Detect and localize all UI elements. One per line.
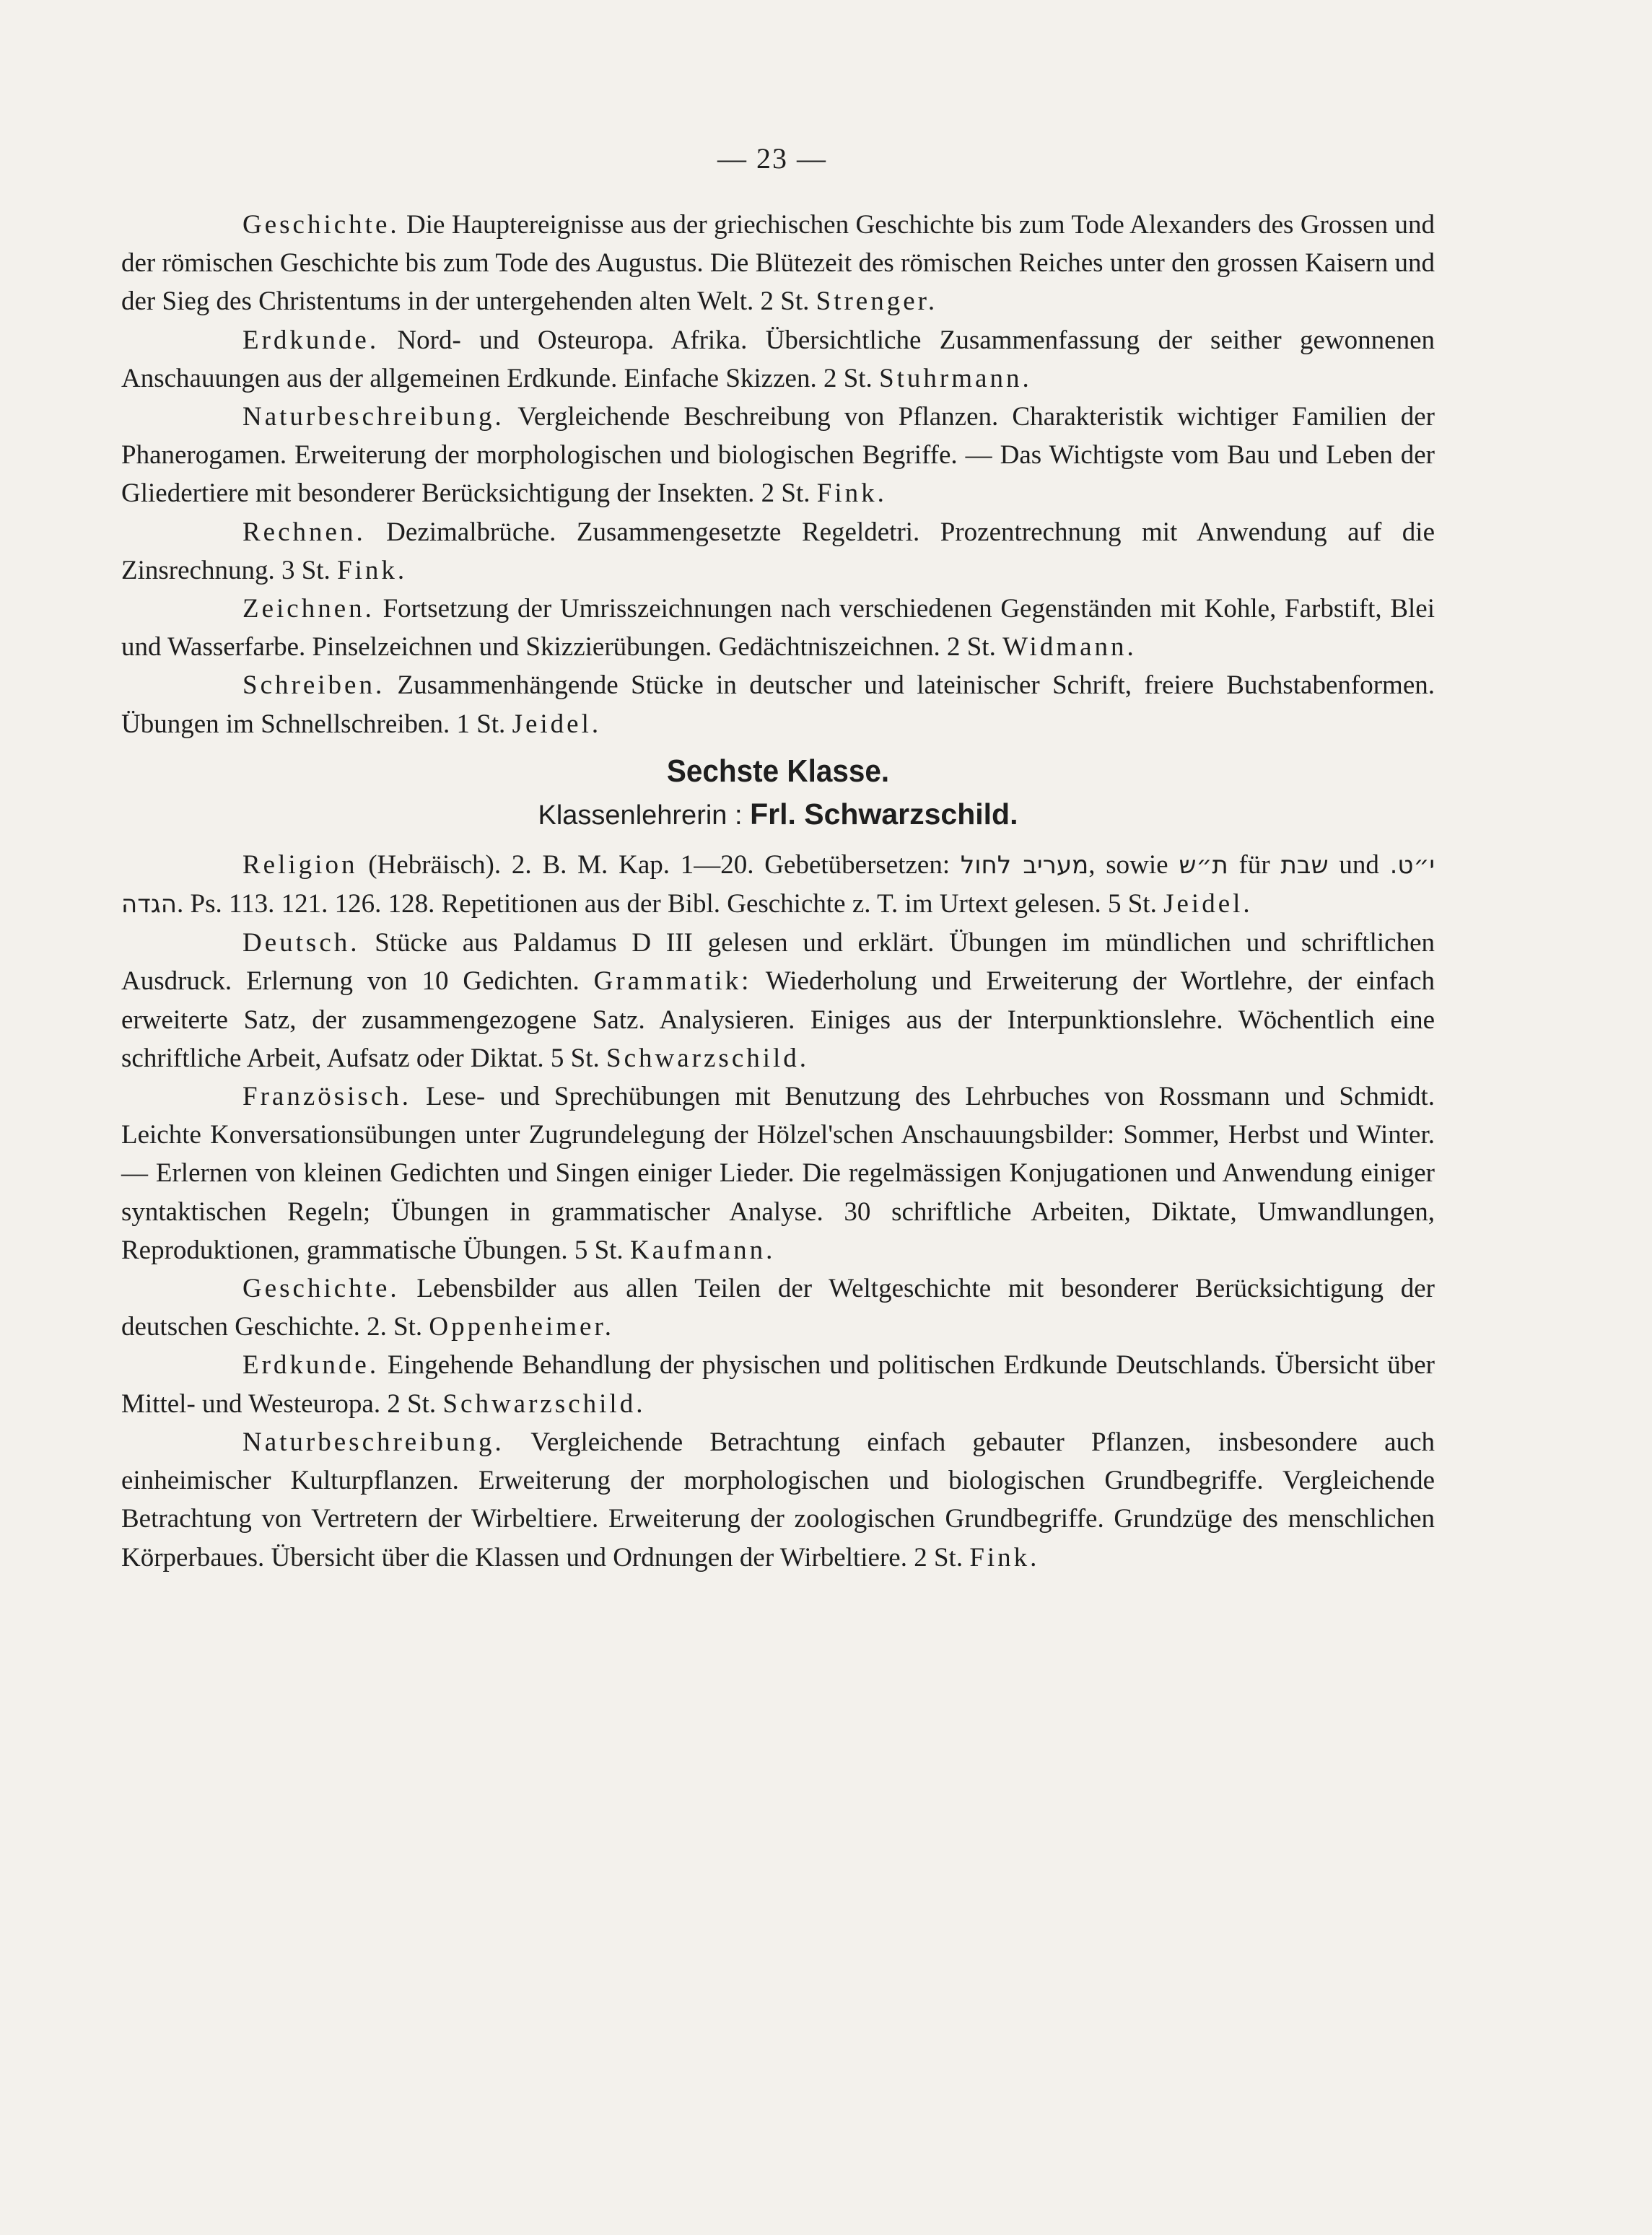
class-teacher-label: Klassenlehrerin : <box>538 800 743 831</box>
subject-name: Französisch. <box>242 1082 411 1112</box>
teacher-name: Oppenheimer. <box>429 1312 614 1342</box>
subject-name: Naturbeschreibung. <box>242 1427 504 1457</box>
subject-subheading: Grammatik: <box>593 966 752 997</box>
paragraph-text: Vergleichende Beschreibung von Pflanzen. Charakteristik wichtiger Familien der Phanerogamen. Erweiterung der morphologischen und biologischen Begriffe. — Das Wichtigste vom Bau und Leben der Gliedertiere mit besonderer Berücksichtigung der Insekten. 2 St. <box>121 402 1435 509</box>
subject-name: Deutsch. <box>242 928 360 958</box>
subject-name: Zeichnen. <box>242 594 375 624</box>
text-column <box>121 206 1435 1577</box>
section-heading: Sechste Klasse. <box>666 753 890 789</box>
paragraph-geschichte-5 <box>121 206 1435 321</box>
paragraph-naturbeschreibung-5 <box>121 398 1435 513</box>
hebrew-text: ת״ש <box>1179 850 1228 880</box>
teacher-name: Schwarzschild. <box>606 1043 810 1073</box>
page-number: — 23 — <box>717 142 827 175</box>
paragraph-religion-6 <box>121 846 1435 924</box>
paragraph-erdkunde-5 <box>121 321 1435 398</box>
class-teacher-line <box>121 792 1435 837</box>
teacher-name: Widmann. <box>1002 632 1137 662</box>
subject-name: Religion <box>242 849 358 880</box>
paragraph-zeichnen-5 <box>121 590 1435 666</box>
subject-name: Naturbeschreibung. <box>242 402 504 432</box>
hebrew-text: י״ט. הגדה <box>121 850 1435 919</box>
paragraph-deutsch-6 <box>121 924 1435 1077</box>
teacher-name: Kaufmann. <box>629 1235 776 1265</box>
paragraph-text: Fortsetzung der Umrisszeichnungen nach verschiedenen Gegenständen mit Kohle, Farbstift, Blei und Wasserfarbe. Pinselzeichnen und Skizzierübungen. Gedächtniszeichnen. 2 St. <box>121 594 1435 662</box>
teacher-name: Fink. <box>337 555 408 585</box>
paragraph-text: Dezimalbrüche. Zusammengesetzte Regeldetri. Prozentrechnung mit Anwendung auf die Zinsrechnung. 3 St. <box>121 517 1435 585</box>
subject-name: Erdkunde. <box>242 1350 380 1381</box>
teacher-name: Jeidel. <box>512 709 602 739</box>
subject-name: Rechnen. <box>242 517 366 547</box>
paragraph-text: für <box>1228 849 1281 880</box>
paragraph-text: Lese- und Sprechübungen mit Benutzung des Lehrbuches von Rossmann und Schmidt. Leichte Konversationsübungen unter Zugrundelegung der Hölzel'schen Anschauungsbilder: Sommer, Herbst und Winter. — Erlernen von kleinen Gedichten und Singen einiger Lieder. Die regelmässigen Konjugationen und Anwendung einiger syntaktischen Regeln; Übungen in grammatischer Analyse. 30 schriftliche Arbeiten, Diktate, Umwandlungen, Reproduktionen, grammatische Übungen. 5 St. <box>121 1082 1435 1265</box>
paragraph-text: und <box>1328 849 1390 880</box>
paragraph-schreiben-5 <box>121 666 1435 743</box>
paragraph-text: Wiederholung und Erweiterung der Wortlehre, der einfach erweiterte Satz, der zusammengezogene Satz. Analysieren. Einiges aus der Interpunktionslehre. Wöchentlich eine schriftliche Arbeit, Aufsatz oder Diktat. 5 St. <box>121 966 1435 1073</box>
teacher-name: Fink. <box>816 478 887 509</box>
paragraph-text: Die Hauptereignisse aus der griechischen Geschichte bis zum Tode Alexanders des Grossen und der römischen Geschichte bis zum Tode des Augustus. Die Blütezeit des römischen Reiches unter den grossen Kaisern und der Sieg des Christentums in der untergehenden alten Welt. 2 St. <box>121 210 1435 317</box>
paragraph-text: . Ps. 113. 121. 126. 128. Repetitionen aus der Bibl. Geschichte z. T. im Urtext gelesen. 5 St. <box>177 889 1157 919</box>
paragraph-text: Stücke aus Paldamus D III gelesen und erklärt. Übungen im mündlichen und schriftlichen Ausdruck. Erlernung von 10 Gedichten. <box>121 928 1435 997</box>
paragraph-text: Eingehende Behandlung der physischen und politischen Erdkunde Deutschlands. Übersicht über Mittel- und Westeuropa. 2 St. <box>121 1350 1435 1419</box>
paragraph-franzoesisch-6 <box>121 1077 1435 1269</box>
teacher-name: Strenger. <box>816 287 938 317</box>
subject-name: Erdkunde. <box>242 325 380 355</box>
paragraph-text: (Hebräisch). 2. B. M. Kap. 1—20. Gebetübersetzen: <box>357 849 961 880</box>
paragraph-text: Lebensbilder aus allen Teilen der Weltgeschichte mit besonderer Berücksichtigung der deutschen Geschichte. 2. St. <box>121 1274 1435 1342</box>
paragraph-naturbeschreibung-6 <box>121 1423 1435 1577</box>
paragraph-erdkunde-6 <box>121 1346 1435 1422</box>
subject-name: Schreiben. <box>242 670 385 701</box>
teacher-name: Fink. <box>969 1542 1040 1573</box>
class-teacher-name: Frl. Schwarzschild. <box>750 797 1018 831</box>
paragraph-text: Vergleichende Betrachtung einfach gebauter Pflanzen, insbesondere auch einheimischer Kulturpflanzen. Erweiterung der morphologischen und biologischen Grundbegriffe. Vergleichende Betrachtung von Vertretern der Wirbeltiere. Erweiterung der zoologischen Grundbegriffe. Grundzüge des menschlichen Körperbaues. Übersicht über die Klassen und Ordnungen der Wirbeltiere. 2 St. <box>121 1427 1435 1573</box>
hebrew-text: שבת <box>1280 850 1329 880</box>
paragraph-text: Nord- und Osteuropa. Afrika. Übersichtliche Zusammenfassung der seither gewonnenen Anschauungen aus der allgemeinen Erdkunde. Einfache Skizzen. 2 St. <box>121 325 1435 393</box>
paragraph-rechnen-5 <box>121 513 1435 590</box>
teacher-name: Schwarzschild. <box>442 1388 646 1419</box>
subject-name: Geschichte. <box>242 210 400 240</box>
paragraph-text: , sowie <box>1088 849 1179 880</box>
teacher-name: Stuhrmann. <box>879 363 1032 393</box>
hebrew-text: מעריב לחול <box>960 850 1089 880</box>
subject-name: Geschichte. <box>242 1274 400 1304</box>
teacher-name: Jeidel. <box>1163 889 1253 919</box>
paragraph-geschichte-6 <box>121 1269 1435 1346</box>
paragraph-text: Zusammenhängende Stücke in deutscher und lateinischer Schrift, freiere Buchstabenformen. Übungen im Schnellschreiben. 1 St. <box>121 670 1435 739</box>
